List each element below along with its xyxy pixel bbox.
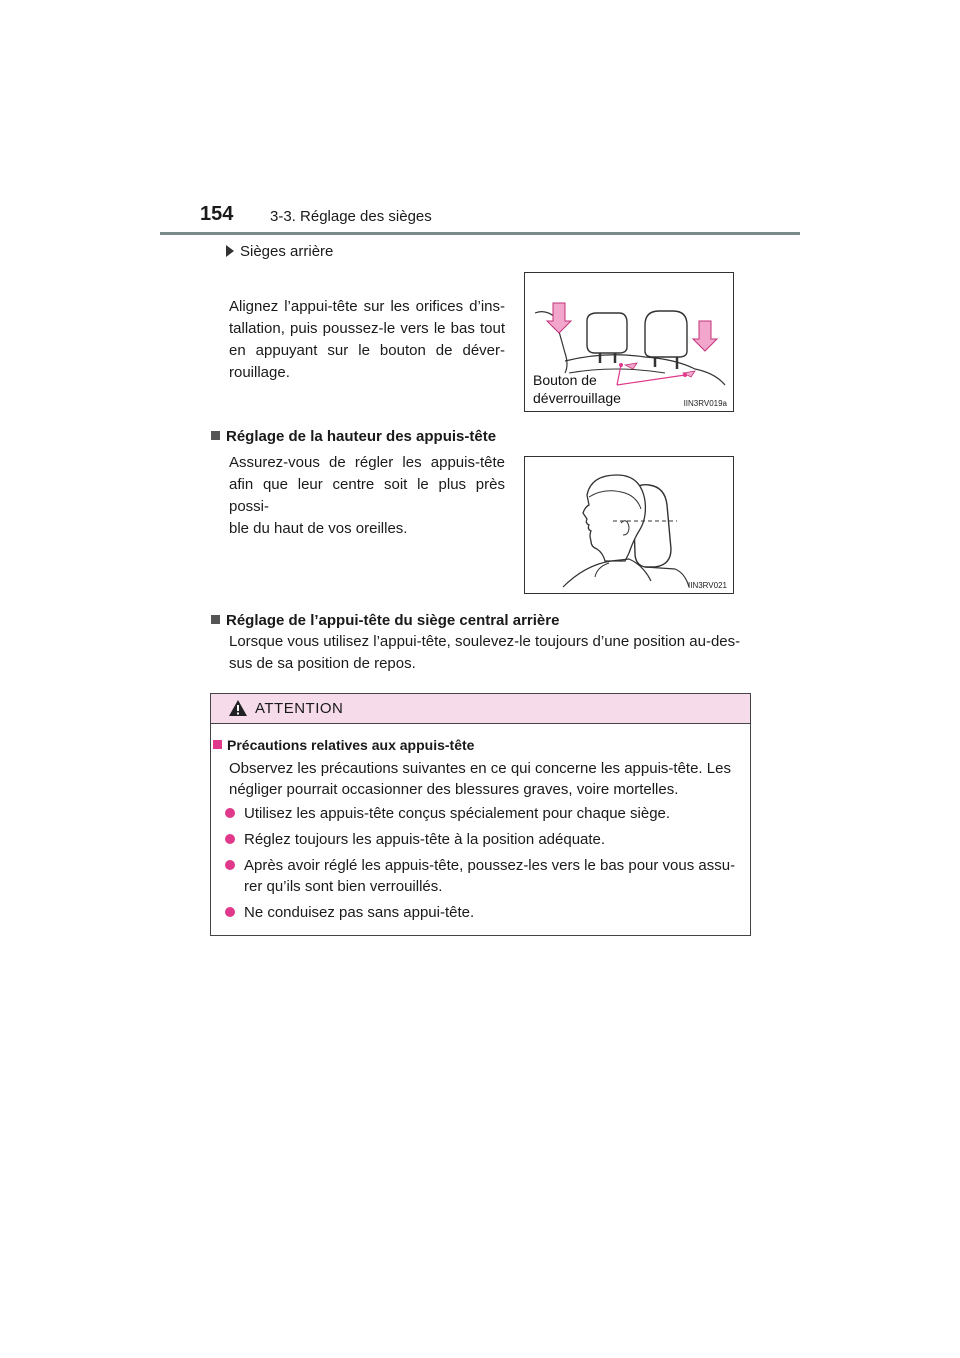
headrest-height-figure	[524, 456, 734, 594]
warning-box	[210, 693, 751, 936]
header-divider	[160, 232, 800, 235]
arrow-right-icon	[226, 245, 234, 257]
warning-header	[211, 694, 750, 724]
height-adjust-paragraph	[229, 452, 505, 540]
round-bullet-icon	[225, 907, 235, 917]
text-line: Assurez-vous de régler les appuis-tête	[229, 454, 505, 471]
text-line: tallation, puis poussez-le vers le bas tout	[229, 320, 505, 337]
warning-bullet	[225, 829, 745, 850]
square-bullet-icon	[213, 740, 222, 749]
round-bullet-icon	[225, 834, 235, 844]
text-line: afin que leur centre soit le plus près possi-	[229, 476, 505, 515]
section-title: 3-3. Réglage des sièges	[270, 208, 432, 225]
text-line: négliger pourrait occasionner des blessures graves, voire mortelles.	[229, 781, 679, 798]
warning-triangle-icon	[228, 699, 248, 717]
page-number: 154	[200, 203, 234, 225]
bullet-text: rer qu’ils sont bien verrouillés.	[244, 878, 443, 895]
center-headrest-heading	[211, 612, 559, 629]
warning-bullet	[225, 855, 745, 897]
square-bullet-icon	[211, 615, 220, 624]
round-bullet-icon	[225, 808, 235, 818]
text-line: sus de sa position de repos.	[229, 655, 416, 672]
text-line: rouillage.	[229, 364, 290, 381]
square-bullet-icon	[211, 431, 220, 440]
height-adjust-heading-text: Réglage de la hauteur des appuis-tête	[226, 428, 497, 445]
figure-code: IIN3RV019a	[683, 399, 727, 408]
bullet-text: Utilisez les appuis-tête conçus spécialement pour chaque siège.	[244, 805, 671, 822]
warning-title: ATTENTION	[255, 700, 344, 717]
rear-seats-paragraph	[229, 296, 505, 384]
center-headrest-heading-text: Réglage de l’appui-tête du siège central arrière	[226, 612, 560, 629]
warning-bullet	[225, 902, 745, 923]
text-line: Observez les précautions suivantes en ce qui concerne les appuis-tête. Les	[229, 760, 731, 777]
rear-seats-heading	[226, 243, 333, 260]
unlock-button-label-line2: déverrouillage	[533, 390, 621, 406]
headrest-install-figure	[524, 272, 734, 412]
head-profile-illustration	[525, 457, 733, 593]
text-line: Alignez l’appui-tête sur les orifices d’ins-	[229, 298, 505, 315]
bullet-text: Après avoir réglé les appuis-tête, poussez-les vers le bas pour vous assu-	[244, 857, 736, 874]
bullet-text: Réglez toujours les appuis-tête à la position adéquate.	[244, 831, 606, 848]
unlock-button-label-line1: Bouton de	[533, 372, 597, 388]
center-headrest-paragraph	[229, 631, 749, 675]
figure-code: IIN3RV021	[688, 581, 727, 590]
warning-subheading	[211, 737, 474, 753]
text-line: en appuyant sur le bouton de déver-	[229, 342, 505, 359]
round-bullet-icon	[225, 860, 235, 870]
warning-intro	[229, 758, 741, 800]
bullet-text: Ne conduisez pas sans appui-tête.	[244, 904, 475, 921]
height-adjust-heading	[211, 428, 496, 445]
rear-seats-heading-text: Sièges arrière	[240, 243, 334, 260]
text-line: Lorsque vous utilisez l’appui-tête, soulevez-le toujours d’une position au-des-	[229, 633, 741, 650]
warning-subheading-text: Précautions relatives aux appuis-tête	[227, 737, 475, 753]
warning-bullet	[225, 803, 745, 824]
text-line: ble du haut de vos oreilles.	[229, 520, 408, 537]
